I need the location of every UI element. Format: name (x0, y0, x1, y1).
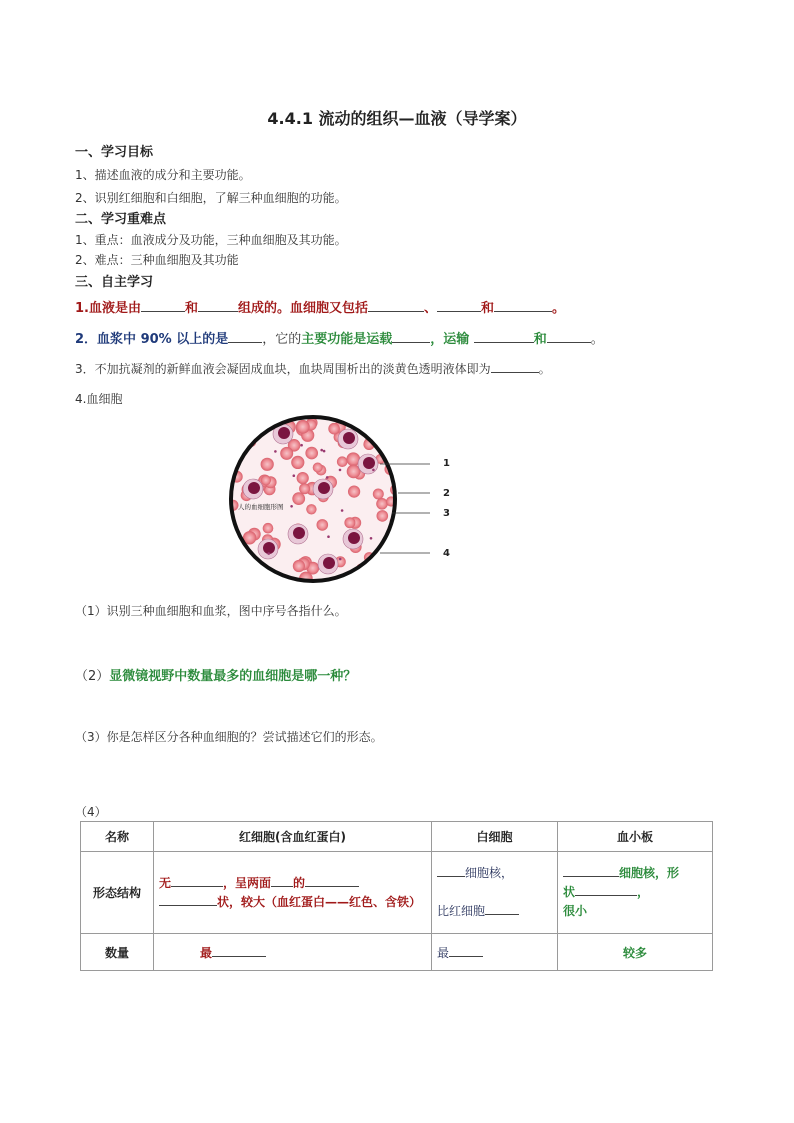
q2-text-b: ，它的 (262, 332, 302, 347)
q1-blank-3[interactable] (368, 300, 424, 312)
page-title: 4.4.1 流动的组织—血液（导学案） (267, 109, 527, 128)
header-platelet: 血小板 (558, 822, 713, 852)
red-blood-cell (228, 537, 235, 549)
plt-morph-d: 很小 (563, 904, 588, 918)
rbc-blank-4[interactable] (159, 894, 217, 906)
platelet-morphology (558, 852, 713, 934)
rbc-blank-2[interactable] (271, 875, 293, 887)
rbc-morph-b: ，呈两面 (223, 875, 272, 890)
key-1: 1、重点：血液成分及功能，三种血细胞及其功能。 (75, 233, 347, 247)
blood-cell-table (80, 821, 713, 971)
red-blood-cell (237, 436, 249, 448)
platelet (339, 469, 342, 472)
q2-blank-3[interactable] (474, 331, 534, 343)
platelet (372, 469, 375, 472)
red-blood-cell (293, 560, 305, 572)
wbc-blank-1[interactable] (437, 865, 465, 877)
platelet (274, 450, 277, 453)
label-3: 3 (443, 508, 450, 519)
cell-nucleus (293, 527, 305, 539)
table-row-count (81, 934, 713, 971)
platelet-count: 较多 (558, 934, 713, 971)
q1-blank-2[interactable] (198, 300, 238, 312)
question-4-label: 4.血细胞 (75, 392, 123, 406)
cell-nucleus (363, 457, 375, 469)
q2-text-d: ，运输 (430, 332, 474, 347)
key-heading: 二、学习重难点 (75, 212, 167, 227)
red-blood-cell (375, 426, 387, 438)
wbc-blank-2[interactable] (485, 903, 519, 915)
red-blood-cell (297, 472, 309, 484)
platelet (327, 535, 330, 538)
platelet (326, 476, 329, 479)
red-blood-cell (261, 458, 274, 471)
goals-heading: 一、学习目标 (75, 145, 154, 160)
red-blood-cell (263, 523, 274, 534)
rbc-morph-c: 的 (293, 875, 306, 890)
label-2: 2 (443, 488, 450, 499)
red-blood-cell (296, 420, 310, 434)
goal-1: 1、描述血液的成分和主要功能。 (75, 168, 251, 182)
wbc-morph-a: 细胞核， (465, 866, 514, 880)
platelet (290, 505, 293, 508)
goal-2: 2、识别红细胞和白细胞，了解三种血细胞的功能。 (75, 191, 347, 205)
q1-text-c: 组成的。血细胞又包括 (238, 301, 369, 316)
sub2-prefix: （2） (75, 669, 110, 684)
header-rbc: 红细胞(含血红蛋白) (154, 822, 432, 852)
platelet (300, 444, 303, 447)
platelet (293, 474, 296, 477)
question-2 (75, 328, 604, 347)
sub-question-3: （3）你是怎样区分各种血细胞的？尝试描述它们的形态。 (75, 730, 383, 744)
header-wbc: 白细胞 (432, 822, 558, 852)
q3-blank-1[interactable] (491, 361, 539, 373)
red-blood-cell (235, 557, 247, 569)
red-blood-cell (344, 517, 355, 528)
red-blood-cell (280, 447, 293, 460)
q2-text-e: 和 (533, 332, 547, 347)
red-blood-cell (242, 561, 255, 574)
rbc-count (154, 934, 432, 971)
red-blood-cell (337, 456, 348, 467)
rbc-count-blank[interactable] (212, 945, 266, 957)
key-2: 2、难点：三种血细胞及其功能 (75, 253, 239, 267)
micrograph-caption: 人的血细胞形图 (238, 503, 284, 511)
sub2-text: 显微镜视野中数量最多的血细胞是哪一种？ (109, 669, 357, 684)
q2-text-a: 2．血浆中 90% 以上的是 (75, 332, 229, 347)
q1-text-a: 1.血液是由 (75, 301, 141, 316)
q1-blank-5[interactable] (494, 300, 552, 312)
table-row-morphology (81, 852, 713, 934)
red-blood-cell (373, 569, 385, 581)
cell-nucleus (278, 427, 290, 439)
q2-text-f: 。 (590, 332, 604, 347)
q1-blank-4[interactable] (437, 300, 481, 312)
q1-blank-1[interactable] (141, 300, 185, 312)
q2-blank-2[interactable] (392, 331, 430, 343)
red-blood-cell (237, 420, 248, 431)
q2-blank-1[interactable] (228, 331, 262, 343)
red-blood-cell (348, 486, 360, 498)
plt-morph-c: ， (637, 885, 650, 899)
rbc-morphology (154, 852, 432, 934)
sub-question-1: （1）识别三种血细胞和血浆，图中序号各指什么。 (75, 604, 347, 618)
wbc-count (432, 934, 558, 971)
red-blood-cell (236, 414, 248, 424)
platelet (370, 537, 373, 540)
rbc-blank-1[interactable] (171, 875, 223, 887)
plt-blank-1[interactable] (563, 865, 619, 877)
sub-question-2 (75, 665, 356, 684)
wbc-count-text: 最 (437, 945, 450, 960)
rbc-blank-3[interactable] (305, 875, 359, 887)
red-blood-cell (317, 519, 329, 531)
question-3 (75, 360, 551, 377)
cell-nucleus (248, 482, 260, 494)
question-1 (75, 297, 565, 316)
platelet (323, 450, 326, 453)
cell-nucleus (318, 482, 330, 494)
q1-text-b: 和 (184, 301, 198, 316)
red-blood-cell (328, 423, 340, 435)
plt-morph-b: 状 (563, 885, 576, 899)
q1-text-e: 和 (481, 301, 495, 316)
wbc-morphology (432, 852, 558, 934)
platelet (320, 449, 323, 452)
q3-text-a: 3．不加抗凝剂的新鲜血液会凝固成血块，血块周围析出的淡黄色透明液体即为 (75, 362, 491, 376)
cell-nucleus (263, 542, 275, 554)
red-blood-cell (313, 463, 323, 473)
red-blood-cell (306, 504, 316, 514)
label-4: 4 (443, 548, 450, 559)
q2-text-c: 主要功能是运载 (301, 332, 393, 347)
label-1: 1 (443, 458, 450, 469)
plt-morph-a: 细胞核，形 (619, 866, 680, 880)
red-blood-cell (236, 566, 247, 577)
rbc-count-text: 最 (200, 945, 213, 960)
red-blood-cell (230, 567, 244, 581)
rbc-morph-a: 无 (159, 875, 172, 890)
plt-blank-2[interactable] (575, 884, 637, 896)
q1-text-f: 。 (552, 301, 566, 316)
row-label-count: 数量 (81, 934, 154, 971)
platelet (339, 558, 342, 561)
cell-nucleus (343, 432, 355, 444)
row-label-morphology: 形态结构 (81, 852, 154, 934)
cell-nucleus (323, 557, 335, 569)
wbc-morph-b: 比红细胞 (437, 904, 486, 918)
red-blood-cell (386, 565, 398, 578)
q1-text-d: 、 (424, 301, 438, 316)
wbc-count-blank[interactable] (449, 945, 483, 957)
rbc-morph-d: 状，较大（血红蛋白——红色、含铁） (217, 894, 422, 909)
cell-nucleus (348, 532, 360, 544)
platelet (341, 509, 344, 512)
red-blood-cell (291, 456, 304, 469)
sub-question-4: （4） (75, 805, 107, 819)
red-blood-cell (292, 492, 305, 505)
q3-text-b: 。 (538, 362, 551, 376)
q2-blank-4[interactable] (547, 331, 591, 343)
header-name: 名称 (81, 822, 154, 852)
blood-cell-micrograph (228, 414, 398, 584)
self-study-heading: 三、自主学习 (75, 275, 154, 290)
red-blood-cell (305, 447, 318, 460)
red-blood-cell (261, 475, 271, 485)
table-header-row (81, 822, 713, 852)
platelet (267, 552, 270, 555)
